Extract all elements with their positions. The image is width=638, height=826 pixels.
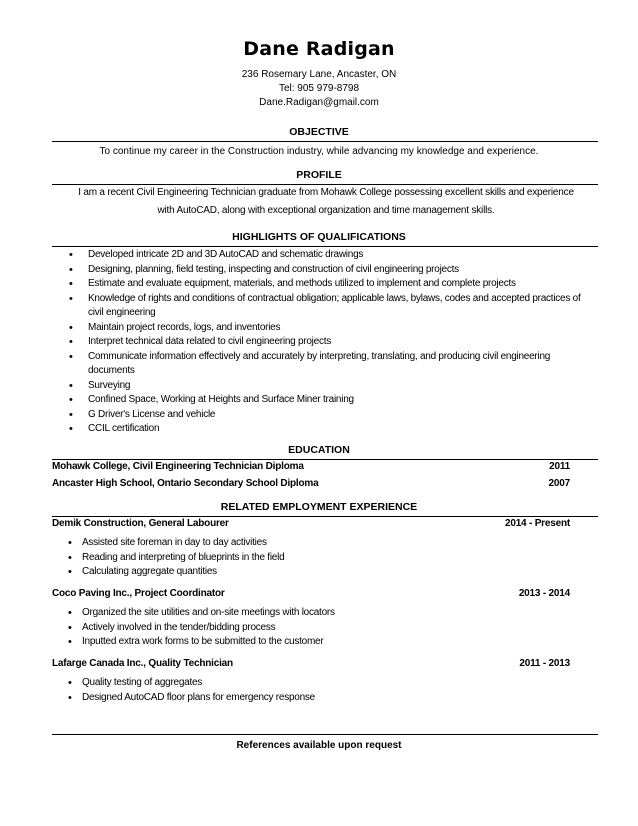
job-duties-list — [68, 676, 568, 705]
job-dates: 2011 - 2013 — [519, 658, 570, 669]
job-duty: • Actively involved in the tender/bidding process — [68, 621, 568, 636]
job-duty: • Assisted site foreman in day to day activities — [68, 536, 568, 551]
job-duties-list — [68, 606, 568, 650]
phone-line: Tel: 905 979-8798 — [278, 83, 360, 94]
job-dates: 2014 - Present — [504, 518, 570, 529]
job-employer: Coco Paving Inc., Project Coordinator — [52, 588, 225, 599]
address-line: 236 Rosemary Lane, Ancaster, ON — [241, 69, 397, 80]
profile-text-line-2: with AutoCAD, along with exceptional organization and time management skills. — [157, 205, 495, 216]
job-header — [52, 518, 570, 529]
highlight-item: • Developed intricate 2D and 3D AutoCAD and schematic drawings — [55, 248, 595, 263]
education-divider — [52, 459, 598, 460]
education-entry — [52, 461, 570, 472]
job-header — [52, 588, 570, 599]
job-employer: Demik Construction, General Labourer — [52, 518, 229, 529]
objective-heading: OBJECTIVE — [289, 126, 349, 138]
education-year: 2007 — [548, 478, 570, 489]
education-school: Mohawk College, Civil Engineering Technician Diploma — [52, 461, 304, 472]
job-duty: • Reading and interpreting of blueprints in the field — [68, 551, 568, 566]
job-duty: • Inputted extra work forms to be submitted to the customer — [68, 635, 568, 650]
highlights-divider — [52, 246, 598, 247]
job-duties-list — [68, 536, 568, 580]
profile-text-line-1: I am a recent Civil Engineering Technician graduate from Mohawk College possessing excellent skills and experience — [78, 187, 574, 198]
education-entry — [52, 478, 570, 489]
footer-divider — [52, 734, 598, 735]
profile-heading: PROFILE — [296, 169, 342, 181]
job-duty: • Calculating aggregate quantities — [68, 565, 568, 580]
employment-divider — [52, 516, 598, 517]
objective-text: To continue my career in the Construction industry, while advancing my knowledge and experience. — [99, 146, 539, 157]
objective-divider — [52, 141, 598, 142]
job-employer: Lafarge Canada Inc., Quality Technician — [52, 658, 233, 669]
education-year: 2011 — [549, 461, 570, 472]
employment-heading: RELATED EMPLOYMENT EXPERIENCE — [220, 501, 418, 513]
highlight-item: • Communicate information effectively and accurately by interpreting, translating, and producing civil engineering documents — [55, 350, 595, 379]
job-dates: 2013 - 2014 — [518, 588, 570, 599]
candidate-name: Dane Radigan — [243, 38, 395, 60]
education-heading: EDUCATION — [288, 444, 350, 456]
highlights-heading: HIGHLIGHTS OF QUALIFICATIONS — [232, 231, 406, 243]
profile-text — [54, 184, 598, 220]
job-duty: • Organized the site utilities and on-site meetings with locators — [68, 606, 568, 621]
highlight-item: • Knowledge of rights and conditions of contractual obligation; applicable laws, bylaws, codes and accepted practices of civil engineering — [55, 292, 595, 321]
references-note: References available upon request — [236, 740, 402, 751]
highlight-item: • Designing, planning, field testing, inspecting and construction of civil engineering projects — [55, 263, 595, 278]
highlight-item: • Estimate and evaluate equipment, materials, and methods utilized to implement and complete projects — [55, 277, 595, 292]
job-duty: • Quality testing of aggregates — [68, 676, 568, 691]
highlight-item: • Interpret technical data related to civil engineering projects — [55, 335, 595, 350]
highlights-list — [55, 248, 595, 437]
highlight-item: • CCIL certification — [55, 422, 595, 437]
job-header — [52, 658, 570, 669]
job-duty: • Designed AutoCAD floor plans for emergency response — [68, 691, 568, 706]
highlight-item: • Confined Space, Working at Heights and Surface Miner training — [55, 393, 595, 408]
highlight-item: • Maintain project records, logs, and inventories — [55, 321, 595, 336]
highlight-item: • Surveying — [55, 379, 595, 394]
education-school: Ancaster High School, Ontario Secondary School Diploma — [52, 478, 319, 489]
email-line: Dane.Radigan@gmail.com — [259, 97, 379, 108]
highlight-item: • G Driver's License and vehicle — [55, 408, 595, 423]
